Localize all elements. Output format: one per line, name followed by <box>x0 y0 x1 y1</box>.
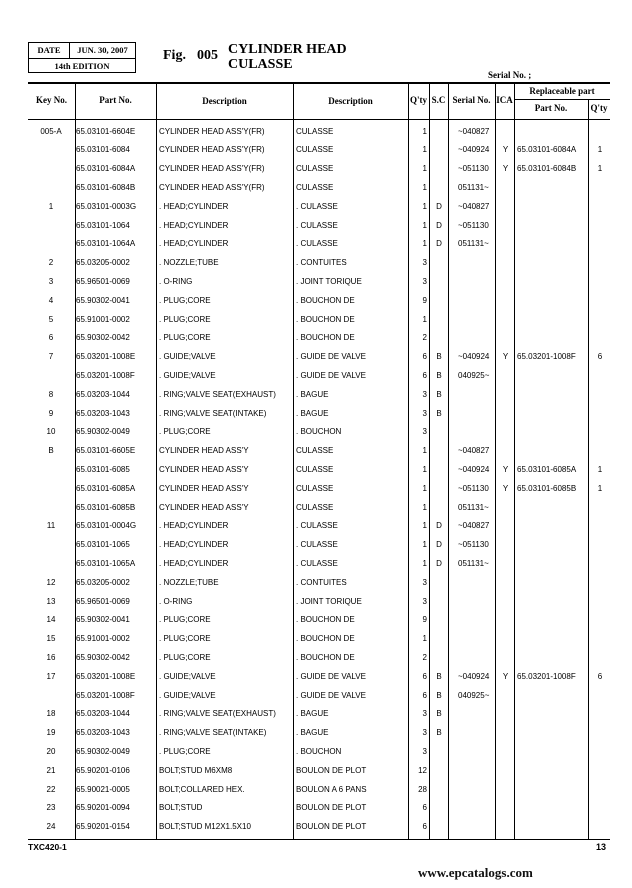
cell-part-no: 65.91001-0002 <box>76 314 130 324</box>
col-description-en: Description <box>202 96 247 106</box>
fig-number: 005 <box>197 48 218 63</box>
table-row <box>28 630 610 649</box>
col-part-no: Part No. <box>99 95 132 105</box>
parts-table <box>28 82 610 840</box>
cell-sc: B <box>436 671 442 681</box>
cell-description-fr: . BOUCHON DE <box>296 295 355 305</box>
cell-part-no: 65.03101-0003G <box>76 201 137 211</box>
cell-description-fr: BOULON DE PLOT <box>296 822 367 832</box>
cell-description-fr: . BAGUE <box>296 709 329 719</box>
cell-description-fr: . CULASSE <box>296 540 338 550</box>
cell-part-no: 65.03203-1043 <box>76 408 130 418</box>
cell-description-en: . RING;VALVE SEAT(EXHAUST) <box>159 709 276 719</box>
table-row <box>28 160 610 179</box>
cell-description-en: CYLINDER HEAD ASS'Y <box>159 483 249 493</box>
cell-key-no: 12 <box>46 577 56 587</box>
col-description-fr: Description <box>328 96 373 106</box>
cell-description-en: . PLUG;CORE <box>159 746 211 756</box>
cell-qty: 3 <box>422 389 427 399</box>
table-row <box>28 254 610 273</box>
cell-qty: 3 <box>422 276 427 286</box>
cell-description-fr: CULASSE <box>296 145 334 155</box>
cell-part-no: 65.03201-1008E <box>76 671 136 681</box>
cell-part-no: 65.03203-1044 <box>76 709 130 719</box>
cell-qty: 3 <box>422 577 427 587</box>
cell-part-no: 65.03101-1065 <box>76 540 130 550</box>
cell-qty: 6 <box>422 352 427 362</box>
table-row <box>28 329 610 348</box>
cell-qty: 2 <box>422 333 427 343</box>
cell-key-no: 23 <box>46 803 56 813</box>
cell-key-no: 15 <box>46 634 56 644</box>
cell-part-no: 65.03201-1008E <box>76 352 136 362</box>
cell-description-en: . NOZZLE;TUBE <box>159 258 219 268</box>
cell-description-fr: CULASSE <box>296 446 334 456</box>
cell-qty: 6 <box>422 803 427 813</box>
serial-no-label: Serial No. ; <box>488 70 532 80</box>
cell-description-en: BOLT;STUD <box>159 803 203 813</box>
cell-part-no: 65.90201-0106 <box>76 765 130 775</box>
cell-qty: 1 <box>422 634 427 644</box>
cell-part-no: 65.03101-6604E <box>76 126 136 136</box>
cell-rep-part-no: 65.03101-6084A <box>517 145 577 155</box>
cell-part-no: 65.03101-6085B <box>76 502 136 512</box>
cell-qty: 6 <box>422 822 427 832</box>
cell-key-no: 14 <box>46 615 56 625</box>
cell-description-en: . HEAD;CYLINDER <box>159 239 229 249</box>
cell-sc: B <box>436 352 442 362</box>
cell-part-no: 65.03203-1043 <box>76 728 130 738</box>
cell-ica: Y <box>502 164 509 174</box>
cell-description-fr: CULASSE <box>296 502 334 512</box>
cell-description-en: CYLINDER HEAD ASS'Y <box>159 464 249 474</box>
table-row <box>28 442 610 461</box>
cell-description-en: CYLINDER HEAD ASS'Y(FR) <box>159 145 265 155</box>
cell-description-en: BOLT;STUD M6XM8 <box>159 765 233 775</box>
table-row <box>28 423 610 442</box>
cell-description-en: . PLUG;CORE <box>159 652 211 662</box>
cell-qty: 1 <box>422 239 427 249</box>
table-row <box>28 705 610 724</box>
cell-serial-no: ~051130 <box>458 164 489 174</box>
cell-description-fr: CULASSE <box>296 464 334 474</box>
fig-label: Fig. <box>163 48 186 63</box>
cell-part-no: 65.90201-0154 <box>76 822 130 832</box>
cell-key-no: 17 <box>46 671 56 681</box>
cell-description-en: . O-RING <box>159 276 193 286</box>
cell-part-no: 65.03101-0004G <box>76 521 137 531</box>
cell-key-no: 005-A <box>40 126 62 136</box>
cell-serial-no: 040925~ <box>458 690 490 700</box>
table-row <box>28 574 610 593</box>
cell-serial-no: ~040827 <box>458 446 490 456</box>
table-row <box>28 179 610 198</box>
cell-key-no: 16 <box>46 652 56 662</box>
cell-description-fr: . CULASSE <box>296 220 338 230</box>
cell-rep-part-no: 65.03201-1008F <box>517 671 576 681</box>
cell-description-en: . HEAD;CYLINDER <box>159 558 229 568</box>
cell-description-fr: BOULON A 6 PANS <box>296 784 367 794</box>
cell-part-no: 65.03101-6085A <box>76 483 136 493</box>
col-qty: Q'ty <box>410 95 427 105</box>
cell-key-no: 24 <box>46 822 56 832</box>
table-row <box>28 649 610 668</box>
cell-description-en: . GUIDE;VALVE <box>159 352 216 362</box>
cell-description-fr: . BAGUE <box>296 408 329 418</box>
cell-serial-no: 051131~ <box>458 558 489 568</box>
cell-qty: 1 <box>422 164 427 174</box>
watermark: www.epcatalogs.com <box>418 865 533 880</box>
cell-description-en: . PLUG;CORE <box>159 634 211 644</box>
cell-serial-no: ~040924 <box>458 352 490 362</box>
cell-key-no: 22 <box>46 784 56 794</box>
table-row <box>28 499 610 518</box>
cell-description-en: CYLINDER HEAD ASS'Y(FR) <box>159 164 265 174</box>
cell-part-no: 65.91001-0002 <box>76 634 130 644</box>
cell-description-fr: CULASSE <box>296 126 334 136</box>
cell-serial-no: ~040827 <box>458 521 490 531</box>
cell-qty: 28 <box>418 784 427 794</box>
table-row <box>28 311 610 330</box>
cell-rep-qty: 1 <box>597 164 603 174</box>
cell-key-no: 3 <box>48 276 54 286</box>
cell-rep-qty: 1 <box>597 464 603 474</box>
cell-rep-part-no: 65.03101-6084B <box>517 164 577 174</box>
cell-sc: B <box>436 728 442 738</box>
table-row <box>28 217 610 236</box>
cell-qty: 3 <box>422 728 427 738</box>
table-row <box>28 555 610 574</box>
model-code: TXC420-1 <box>28 842 67 852</box>
cell-description-fr: CULASSE <box>296 164 334 174</box>
cell-description-fr: . GUIDE DE VALVE <box>296 370 366 380</box>
table-row <box>28 273 610 292</box>
cell-key-no: 9 <box>48 408 54 418</box>
table-row <box>28 461 610 480</box>
table-row <box>28 611 610 630</box>
table-row <box>28 386 610 405</box>
cell-description-fr: . JOINT TORIQUE <box>296 596 362 606</box>
cell-description-fr: . BOUCHON DE <box>296 652 355 662</box>
cell-key-no: 2 <box>48 258 54 268</box>
cell-description-fr: BOULON DE PLOT <box>296 803 367 813</box>
cell-part-no: 65.96501-0069 <box>76 596 130 606</box>
edition-label: 14th EDITION <box>54 61 110 71</box>
cell-description-fr: . CONTUITES <box>296 577 347 587</box>
cell-serial-no: ~040924 <box>458 671 490 681</box>
col-ica: ICA <box>496 95 513 105</box>
cell-description-en: . PLUG;CORE <box>159 333 211 343</box>
cell-qty: 1 <box>422 483 427 493</box>
cell-rep-part-no: 65.03201-1008F <box>517 352 576 362</box>
table-row <box>28 668 610 687</box>
table-row <box>28 405 610 424</box>
cell-qty: 1 <box>422 558 427 568</box>
table-row <box>28 762 610 781</box>
table-row <box>28 348 610 367</box>
cell-description-en: . GUIDE;VALVE <box>159 370 216 380</box>
cell-description-fr: . BOUCHON DE <box>296 634 355 644</box>
cell-qty: 3 <box>422 258 427 268</box>
cell-qty: 1 <box>422 464 427 474</box>
cell-rep-part-no: 65.03101-6085B <box>517 483 577 493</box>
cell-part-no: 65.03101-6605E <box>76 446 136 456</box>
cell-description-en: . GUIDE;VALVE <box>159 690 216 700</box>
cell-part-no: 65.90302-0042 <box>76 652 130 662</box>
date-value: JUN. 30, 2007 <box>77 45 128 55</box>
table-row <box>28 799 610 818</box>
cell-description-en: . O-RING <box>159 596 193 606</box>
cell-key-no: 10 <box>46 427 56 437</box>
cell-description-en: . HEAD;CYLINDER <box>159 220 229 230</box>
cell-qty: 3 <box>422 596 427 606</box>
cell-qty: 1 <box>422 540 427 550</box>
cell-description-en: CYLINDER HEAD ASS'Y <box>159 502 249 512</box>
table-row <box>28 781 610 800</box>
cell-description-fr: CULASSE <box>296 483 334 493</box>
cell-part-no: 65.03201-1008F <box>76 690 135 700</box>
cell-qty: 1 <box>422 201 427 211</box>
cell-sc: B <box>436 709 442 719</box>
cell-part-no: 65.90021-0005 <box>76 784 130 794</box>
cell-ica: Y <box>502 145 509 155</box>
cell-description-fr: . BOUCHON DE <box>296 615 355 625</box>
cell-qty: 1 <box>422 314 427 324</box>
col-rep-part-no: Part No. <box>534 103 568 113</box>
cell-qty: 9 <box>422 615 427 625</box>
cell-ica: Y <box>502 464 509 474</box>
cell-part-no: 65.03101-1065A <box>76 558 136 568</box>
cell-description-fr: . BOUCHON DE <box>296 314 355 324</box>
table-row <box>28 593 610 612</box>
cell-description-en: CYLINDER HEAD ASS'Y(FR) <box>159 182 265 192</box>
cell-qty: 6 <box>422 671 427 681</box>
cell-qty: 3 <box>422 746 427 756</box>
cell-ica: Y <box>502 483 509 493</box>
cell-serial-no: ~040827 <box>458 126 490 136</box>
cell-ica: Y <box>502 352 509 362</box>
table-row <box>28 517 610 536</box>
cell-description-en: . RING;VALVE SEAT(EXHAUST) <box>159 389 276 399</box>
cell-key-no: 7 <box>48 352 54 362</box>
cell-key-no: B <box>48 446 54 456</box>
table-row <box>28 123 610 142</box>
cell-description-fr: . CULASSE <box>296 558 338 568</box>
cell-key-no: 6 <box>48 333 54 343</box>
cell-qty: 3 <box>422 408 427 418</box>
cell-sc: B <box>436 370 442 380</box>
cell-serial-no: 051131~ <box>458 502 489 512</box>
cell-sc: D <box>436 521 442 531</box>
cell-description-fr: BOULON DE PLOT <box>296 765 367 775</box>
table-row <box>28 292 610 311</box>
cell-serial-no: ~040827 <box>458 201 490 211</box>
cell-key-no: 19 <box>46 728 56 738</box>
cell-description-en: . PLUG;CORE <box>159 427 211 437</box>
cell-part-no: 65.90302-0041 <box>76 615 130 625</box>
cell-part-no: 65.90302-0049 <box>76 427 130 437</box>
cell-key-no: 8 <box>48 389 54 399</box>
cell-description-en: . RING;VALVE SEAT(INTAKE) <box>159 408 267 418</box>
table-row <box>28 480 610 499</box>
cell-description-fr: . GUIDE DE VALVE <box>296 352 366 362</box>
col-rep-qty: Q'ty <box>590 103 608 113</box>
cell-description-en: . PLUG;CORE <box>159 615 211 625</box>
date-label: DATE <box>29 43 70 58</box>
cell-sc: B <box>436 389 442 399</box>
cell-qty: 1 <box>422 446 427 456</box>
cell-part-no: 65.03101-6084B <box>76 182 136 192</box>
cell-sc: D <box>436 540 442 550</box>
page-title-fr: CULASSE <box>228 57 293 72</box>
cell-serial-no: ~051130 <box>458 220 489 230</box>
cell-description-en: . PLUG;CORE <box>159 314 211 324</box>
col-replaceable-part: Replaceable part <box>529 86 595 96</box>
cell-description-en: . PLUG;CORE <box>159 295 211 305</box>
table-row <box>28 198 610 217</box>
cell-part-no: 65.03201-1008F <box>76 370 135 380</box>
cell-part-no: 65.90302-0041 <box>76 295 130 305</box>
cell-part-no: 65.03203-1044 <box>76 389 130 399</box>
cell-description-fr: . BAGUE <box>296 389 329 399</box>
cell-rep-qty: 1 <box>597 483 603 493</box>
table-row <box>28 724 610 743</box>
col-sc: S.C <box>431 95 446 105</box>
cell-part-no: 65.03101-6084 <box>76 145 130 155</box>
cell-qty: 1 <box>422 521 427 531</box>
cell-key-no: 20 <box>46 746 56 756</box>
cell-sc: B <box>436 408 442 418</box>
cell-sc: B <box>436 690 442 700</box>
cell-rep-qty: 1 <box>597 145 603 155</box>
cell-description-en: BOLT;STUD M12X1.5X10 <box>159 822 251 832</box>
cell-key-no: 11 <box>46 521 56 531</box>
cell-description-fr: . GUIDE DE VALVE <box>296 690 366 700</box>
cell-part-no: 65.03101-1064A <box>76 239 136 249</box>
cell-rep-part-no: 65.03101-6085A <box>517 464 577 474</box>
cell-key-no: 1 <box>48 201 54 211</box>
cell-description-fr: . BOUCHON DE <box>296 333 355 343</box>
cell-key-no: 5 <box>48 314 54 324</box>
cell-key-no: 18 <box>46 709 56 719</box>
cell-qty: 3 <box>422 709 427 719</box>
cell-description-fr: CULASSE <box>296 182 334 192</box>
cell-qty: 1 <box>422 182 427 192</box>
cell-qty: 1 <box>422 220 427 230</box>
cell-qty: 12 <box>418 765 427 775</box>
table-row <box>28 536 610 555</box>
page-title-en: CYLINDER HEAD <box>228 42 347 57</box>
cell-qty: 9 <box>422 295 427 305</box>
cell-qty: 3 <box>422 427 427 437</box>
cell-description-fr: . JOINT TORIQUE <box>296 276 362 286</box>
cell-description-en: BOLT;COLLARED HEX. <box>159 784 245 794</box>
cell-description-fr: . BAGUE <box>296 728 329 738</box>
cell-description-fr: . CULASSE <box>296 239 338 249</box>
cell-description-fr: . GUIDE DE VALVE <box>296 671 366 681</box>
cell-description-en: . GUIDE;VALVE <box>159 671 216 681</box>
page-number: 13 <box>596 842 607 852</box>
cell-part-no: 65.03205-0002 <box>76 258 130 268</box>
cell-description-en: . NOZZLE;TUBE <box>159 577 219 587</box>
table-row <box>28 687 610 706</box>
cell-qty: 1 <box>422 502 427 512</box>
table-row <box>28 818 610 837</box>
table-row <box>28 367 610 386</box>
cell-serial-no: ~040924 <box>458 464 490 474</box>
cell-serial-no: 051131~ <box>458 182 489 192</box>
cell-qty: 6 <box>422 370 427 380</box>
cell-description-fr: . BOUCHON <box>296 427 342 437</box>
cell-description-fr: . CONTUITES <box>296 258 347 268</box>
cell-key-no: 13 <box>46 596 56 606</box>
cell-qty: 6 <box>422 690 427 700</box>
table-row <box>28 743 610 762</box>
cell-serial-no: 040925~ <box>458 370 490 380</box>
cell-key-no: 4 <box>48 295 54 305</box>
cell-serial-no: 051131~ <box>458 239 489 249</box>
cell-description-en: . RING;VALVE SEAT(INTAKE) <box>159 728 267 738</box>
cell-description-fr: . BOUCHON <box>296 746 342 756</box>
cell-part-no: 65.96501-0069 <box>76 276 130 286</box>
table-row <box>28 141 610 160</box>
table-row <box>28 235 610 254</box>
cell-part-no: 65.03101-6085 <box>76 464 130 474</box>
cell-part-no: 65.90302-0042 <box>76 333 130 343</box>
cell-description-en: . HEAD;CYLINDER <box>159 521 229 531</box>
cell-description-en: . HEAD;CYLINDER <box>159 201 229 211</box>
cell-serial-no: ~040924 <box>458 145 490 155</box>
cell-serial-no: ~051130 <box>458 483 489 493</box>
cell-qty: 1 <box>422 126 427 136</box>
cell-sc: D <box>436 558 442 568</box>
cell-rep-qty: 6 <box>597 671 603 681</box>
cell-sc: D <box>436 239 442 249</box>
cell-part-no: 65.90201-0094 <box>76 803 130 813</box>
cell-rep-qty: 6 <box>597 352 603 362</box>
cell-description-fr: . CULASSE <box>296 521 338 531</box>
cell-qty: 2 <box>422 652 427 662</box>
cell-description-en: CYLINDER HEAD ASS'Y <box>159 446 249 456</box>
cell-part-no: 65.03101-1064 <box>76 220 130 230</box>
cell-description-fr: . CULASSE <box>296 201 338 211</box>
cell-key-no: 21 <box>46 765 56 775</box>
cell-part-no: 65.03101-6084A <box>76 164 136 174</box>
cell-serial-no: ~051130 <box>458 540 489 550</box>
cell-description-en: CYLINDER HEAD ASS'Y(FR) <box>159 126 265 136</box>
col-key-no: Key No. <box>36 95 67 105</box>
col-serial-no: Serial No. <box>452 95 491 105</box>
cell-part-no: 65.03205-0002 <box>76 577 130 587</box>
cell-ica: Y <box>502 671 509 681</box>
cell-qty: 1 <box>422 145 427 155</box>
cell-part-no: 65.90302-0049 <box>76 746 130 756</box>
cell-description-en: . HEAD;CYLINDER <box>159 540 229 550</box>
cell-sc: D <box>436 220 442 230</box>
date-edition-box <box>28 42 136 73</box>
cell-sc: D <box>436 201 442 211</box>
